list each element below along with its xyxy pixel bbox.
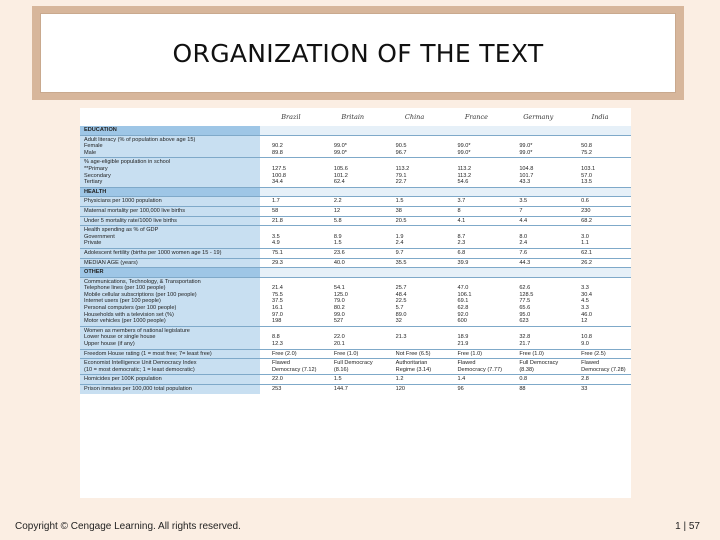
row-label: Women as members of national legislature Lower house or single house Upper house (if any) [80,326,260,349]
cell-value: 12 [322,206,384,216]
table-row [80,258,631,268]
cell-value: Flawed Democracy (7.77) [445,359,507,375]
table-row [80,158,631,187]
cell-value: 113.2 113.2 54.6 [445,158,507,187]
cell-value: 33 [569,385,631,394]
cell-value: 113.2 79.1 22.7 [384,158,446,187]
cell-value: 18.9 21.9 [445,326,507,349]
cell-value: 8 [445,206,507,216]
cell-value: 88 [507,385,569,394]
cell-value: 2.8 [569,375,631,385]
cell-value: 1.5 [322,375,384,385]
table-section-row [80,187,631,197]
row-label: Maternal mortality per 100,000 live births [80,206,260,216]
cell-value: 1.2 [384,375,446,385]
cell-value: 127.5 100.8 34.4 [260,158,322,187]
table-row [80,135,631,158]
cell-value: 90.5 96.7 [384,135,446,158]
cell-value: 47.0 106.1 69.1 62.8 92.0 600 [445,277,507,326]
cell-value: Free (2.5) [569,349,631,359]
table-section-row [80,268,631,278]
cell-value: 68.2 [569,216,631,226]
cell-value: 22.0 20.1 [322,326,384,349]
table-row [80,216,631,226]
row-label: Homicides per 100K population [80,375,260,385]
table-row [80,385,631,394]
cell-value: 0.6 [569,197,631,207]
cell-value: 6.8 [445,248,507,258]
cell-value [569,126,631,135]
cell-value: 54.1 125.0 79.0 80.2 99.0 527 [322,277,384,326]
cell-value: 3.3 30.4 4.5 3.3 46.0 12 [569,277,631,326]
cell-value: 44.3 [507,258,569,268]
cell-value: 105.6 101.2 62.4 [322,158,384,187]
row-label: Health spending as % of GDP Government Private [80,226,260,249]
cell-value: 58 [260,206,322,216]
copyright-notice: Copyright © Cengage Learning. All rights reserved. [15,521,241,532]
cell-value [322,268,384,278]
row-label: MEDIAN AGE (years) [80,258,260,268]
table-row [80,248,631,258]
cell-value: 144.7 [322,385,384,394]
row-label: HEALTH [80,187,260,197]
cell-value: 4.4 [507,216,569,226]
cell-value: 75.1 [260,248,322,258]
cell-value [384,187,446,197]
cell-value: 3.7 [445,197,507,207]
header-cell: Germany [523,112,554,121]
table-row [80,206,631,216]
cell-value: 32.8 21.7 [507,326,569,349]
row-label: Under 5 mortality rate/1000 live births [80,216,260,226]
cell-value: 39.9 [445,258,507,268]
cell-value [445,126,507,135]
cell-value [260,268,322,278]
cell-value [384,268,446,278]
table-row [80,226,631,249]
table-row [80,359,631,375]
cell-value: 22.0 [260,375,322,385]
cell-value [507,126,569,135]
cell-value: 10.8 9.0 [569,326,631,349]
cell-value: 26.2 [569,258,631,268]
cell-value: 5.8 [322,216,384,226]
cell-value [384,126,446,135]
cell-value [569,268,631,278]
cell-value: 2.2 [322,197,384,207]
cell-value: 8.9 1.5 [322,226,384,249]
cell-value: 1.9 2.4 [384,226,446,249]
cell-value [507,187,569,197]
cell-value [260,187,322,197]
row-label: Freedom House rating (1 = most free; 7= least free) [80,349,260,359]
cell-value: 1.4 [445,375,507,385]
header-cell: India [591,112,609,121]
cell-value: Flawed Democracy (7.12) [260,359,322,375]
cell-value: 99.0* 99.0* [445,135,507,158]
cell-value: 0.8 [507,375,569,385]
row-label: Communications, Technology, & Transportation Telephone lines (per 100 people) Mobile cellular subscriptions (per 100 people) Internet users (per 100 people) Personal computers (per 100 people) Households with a television set (%) Motor vehicles (per 1000 people) [80,277,260,326]
cell-value: 3.5 4.9 [260,226,322,249]
cell-value: 21.4 75.5 37.5 16.1 97.0 198 [260,277,322,326]
cell-value [507,268,569,278]
cell-value [322,187,384,197]
cell-value: Full Democracy (8.16) [322,359,384,375]
cell-value: Free (1.0) [322,349,384,359]
row-label: Prison inmates per 100,000 total population [80,385,260,394]
cell-value: 7 [507,206,569,216]
cell-value: 25.7 48.4 22.5 5.7 89.0 32 [384,277,446,326]
cell-value: 29.3 [260,258,322,268]
cell-value: 23.6 [322,248,384,258]
cell-value: 20.5 [384,216,446,226]
row-label: % age-eligible population in school **Primary Secondary Tertiary [80,158,260,187]
table-header-row [80,108,631,126]
title-frame [32,6,684,100]
row-label: Physicians per 1000 population [80,197,260,207]
cell-value: 230 [569,206,631,216]
row-label: OTHER [80,268,260,278]
cell-value: 96 [445,385,507,394]
cell-value: Free (2.0) [260,349,322,359]
cell-value: 253 [260,385,322,394]
cell-value: 99.0* 99.0* [507,135,569,158]
cell-value [445,187,507,197]
cell-value: 8.0 2.4 [507,226,569,249]
table-row [80,277,631,326]
cell-value: 99.0* 99.0* [322,135,384,158]
cell-value: Free (1.0) [507,349,569,359]
cell-value: Not Free (6.5) [384,349,446,359]
country-comparison-table [80,108,631,394]
cell-value: 9.7 [384,248,446,258]
row-label: Economist Intelligence Unit Democracy Index (10 = most democratic; 1 = least democratic) [80,359,260,375]
cell-value: 104.8 101.7 43.3 [507,158,569,187]
row-label: Adult literacy (% of population above age 15) Female Male [80,135,260,158]
header-cell [80,108,260,126]
cell-value: 8.7 2.3 [445,226,507,249]
cell-value: Authoritarian Regime (3.14) [384,359,446,375]
cell-value: 38 [384,206,446,216]
data-table-image [80,108,631,498]
header-cell: Brazil [281,112,301,121]
table-row [80,197,631,207]
cell-value: Flawed Democracy (7.28) [569,359,631,375]
cell-value: 35.5 [384,258,446,268]
cell-value: 62.6 128.5 77.5 65.6 95.0 623 [507,277,569,326]
cell-value: 90.2 89.8 [260,135,322,158]
table-row [80,349,631,359]
cell-value: 103.1 57.0 13.5 [569,158,631,187]
cell-value: 40.0 [322,258,384,268]
cell-value [322,126,384,135]
cell-value: 21.3 [384,326,446,349]
cell-value: 7.6 [507,248,569,258]
row-label: EDUCATION [80,126,260,135]
table-section-row [80,126,631,135]
cell-value: 1.5 [384,197,446,207]
cell-value: 62.1 [569,248,631,258]
cell-value [445,268,507,278]
header-cell: Britain [341,112,365,121]
page-number: 1 | 57 [675,521,700,532]
cell-value: 8.8 12.3 [260,326,322,349]
table-row [80,375,631,385]
cell-value: 120 [384,385,446,394]
cell-value: Free (1.0) [445,349,507,359]
cell-value: 21.8 [260,216,322,226]
header-cell: China [404,112,425,121]
cell-value [569,187,631,197]
cell-value: 50.8 75.2 [569,135,631,158]
cell-value: 1.7 [260,197,322,207]
cell-value: 3.0 1.1 [569,226,631,249]
cell-value: 4.1 [445,216,507,226]
table-row [80,326,631,349]
title-box [40,13,676,93]
cell-value: 3.5 [507,197,569,207]
cell-value: Full Democracy (8.38) [507,359,569,375]
slide-title: ORGANIZATION OF THE TEXT [172,38,544,68]
header-cell: France [464,112,488,121]
row-label: Adolescent fertility (births per 1000 women age 15 - 19) [80,248,260,258]
cell-value [260,126,322,135]
